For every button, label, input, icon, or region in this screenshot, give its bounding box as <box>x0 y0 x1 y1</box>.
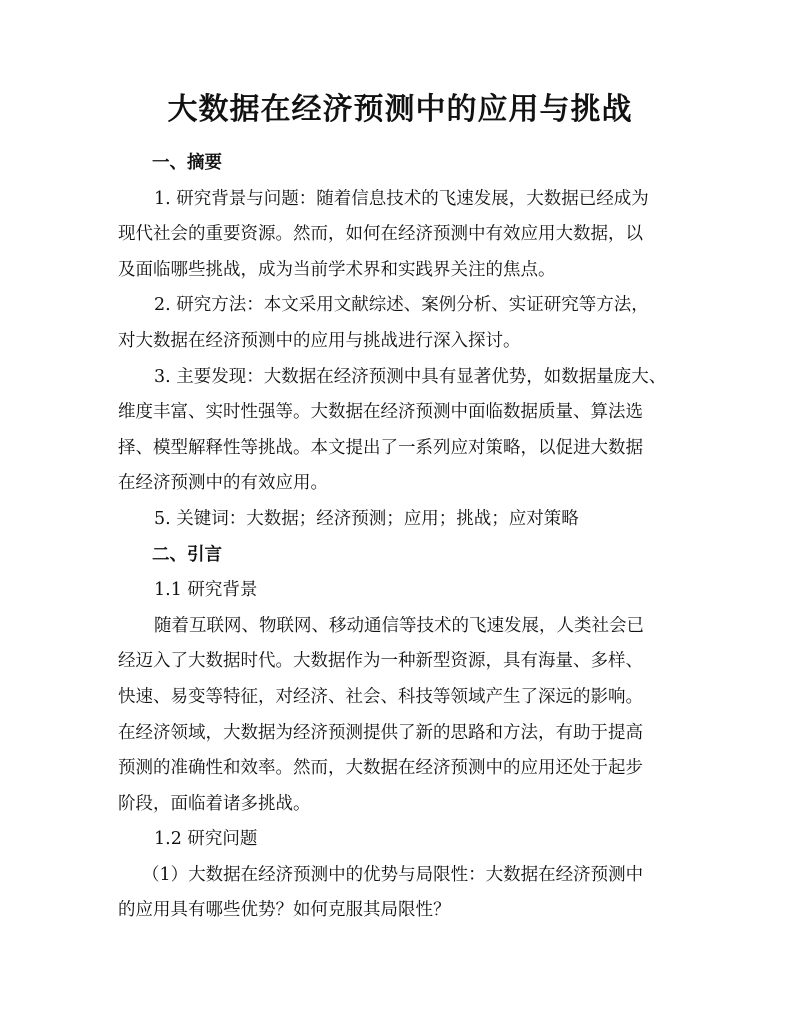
text-line: 及面临哪些挑战，成为当前学术界和实践界关注的焦点。 <box>118 259 556 280</box>
text-line: 对大数据在经济预测中的应用与挑战进行深入探讨。 <box>118 330 521 351</box>
background-paragraph <box>118 609 698 823</box>
page-title: 大数据在经济预测中的应用与挑战 <box>167 92 633 127</box>
text-line: 1. 研究背景与问题：随着信息技术的飞速发展，大数据已经成为 <box>154 188 649 209</box>
abstract-keywords <box>118 502 698 538</box>
subsection-title-background: 1.1 研究背景 <box>154 580 258 601</box>
text-line: 在经济领域，大数据为经济预测提供了新的思路和方法，有助于提高 <box>118 722 643 743</box>
section-heading-introduction: 二、引言 <box>152 544 222 565</box>
text-line: 快速、易变等特征，对经济、社会、科技等领域产生了深远的影响。 <box>118 686 643 707</box>
text-line: （1）大数据在经济预测中的优势与局限性：大数据在经济预测中 <box>142 864 644 885</box>
text-line: 3. 主要发现：大数据在经济预测中具有显著优势，如数据量庞大、 <box>154 366 667 387</box>
text-line: 5. 关键词：大数据；经济预测；应用；挑战；应对策略 <box>154 508 579 529</box>
text-line: 2. 研究方法：本文采用文献综述、案例分析、实证研究等方法， <box>154 295 649 316</box>
subsection-title-questions: 1.2 研究问题 <box>154 829 258 850</box>
document-body <box>118 146 698 929</box>
text-line: 随着互联网、物联网、移动通信等技术的飞速发展，人类社会已 <box>154 615 644 636</box>
section-heading-abstract: 一、摘要 <box>152 153 222 173</box>
text-line: 经迈入了大数据时代。大数据作为一种新型资源，具有海量、多样、 <box>118 651 643 672</box>
text-line: 的应用具有哪些优势？如何克服其局限性？ <box>118 900 451 921</box>
text-line: 现代社会的重要资源。然而，如何在经济预测中有效应用大数据，以 <box>118 224 643 245</box>
text-line: 预测的准确性和效率。然而，大数据在经济预测中的应用还处于起步 <box>118 758 643 779</box>
text-line: 阶段，面临着诸多挑战。 <box>118 793 311 814</box>
text-line: 在经济预测中的有效应用。 <box>118 473 328 494</box>
abstract-paragraph-background <box>118 182 698 289</box>
abstract-paragraph-findings <box>118 360 698 502</box>
abstract-paragraph-methods <box>118 288 698 359</box>
text-line: 择、模型解释性等挑战。本文提出了一系列应对策略，以促进大数据 <box>118 437 643 458</box>
text-line: 维度丰富、实时性强等。大数据在经济预测中面临数据质量、算法选 <box>118 402 643 423</box>
research-question-paragraph <box>118 858 698 929</box>
